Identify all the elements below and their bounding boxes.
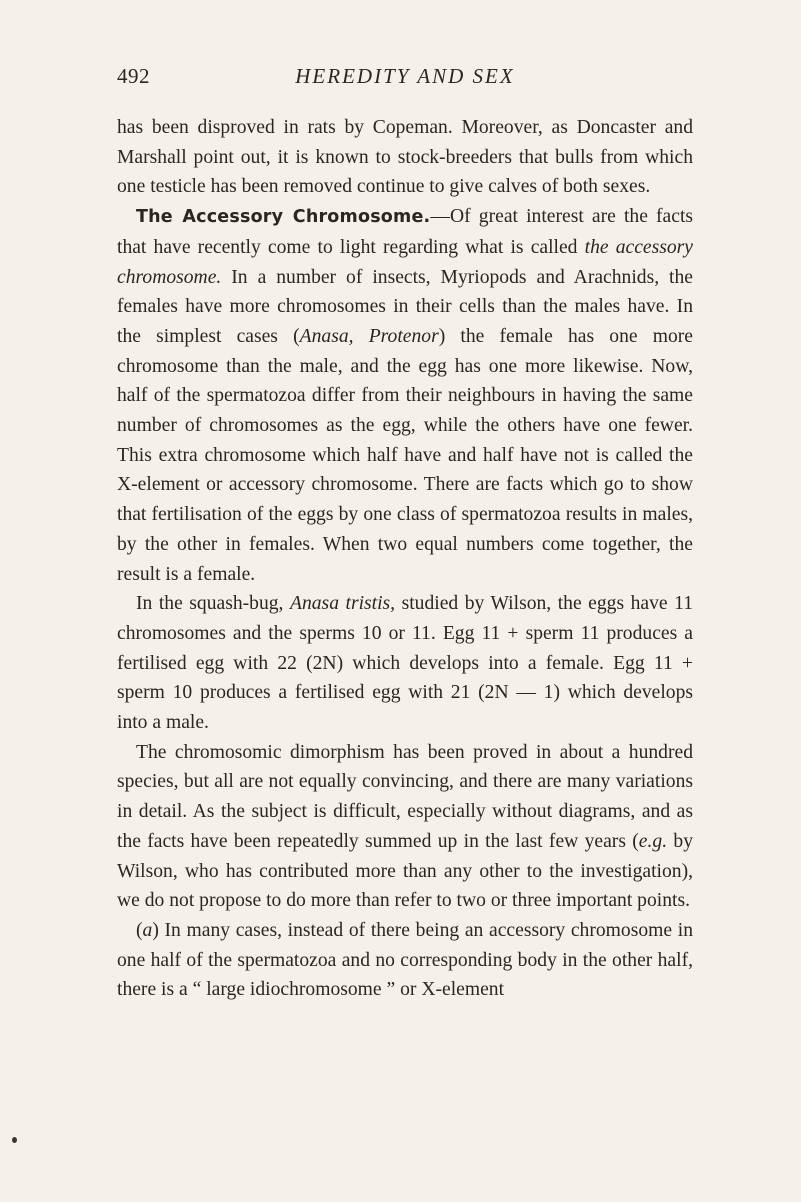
- paragraph-accessory-chromosome: [117, 202, 693, 589]
- paragraph-dimorphism: [117, 738, 693, 916]
- emphasis-eg: e.g.: [638, 830, 668, 852]
- paragraph-text: The chromosomic dimorphism has been proved in about a hundred species, but all are not equally convincing, and there are many variations in detail. As the subject is difficult, especially without diagrams, and as the facts have been repeatedly summed up in the last few years (: [117, 741, 693, 852]
- paragraph-text: (: [136, 919, 143, 941]
- emphasis-genera: Anasa, Protenor: [299, 325, 439, 347]
- running-title: HEREDITY AND SEX: [295, 64, 515, 88]
- running-head: [117, 64, 693, 96]
- paragraph-point-a: [117, 916, 693, 1005]
- paragraph-continuation: has been disproved in rats by Copeman. Moreover, as Doncaster and Marshall point out, it is known to stock-breeders that bulls from which one testicle has been removed continue to give calves of both sexes.: [117, 117, 693, 198]
- emphasis-letter: a: [142, 919, 153, 941]
- emphasis-term: the accessory chromosome.: [117, 236, 693, 288]
- margin-dot: [12, 1137, 17, 1143]
- paragraph-text: ) In many cases, instead of there being an accessory chromosome in one half of the spermatozoa and no corresponding body in the other half, there is a “ large idiochromosome ” or X-element: [117, 919, 693, 1001]
- section-heading: The Accessory Chromosome.: [136, 207, 431, 228]
- paragraph-text: In a number of insects, Myriopods and Arachnids, the females have more chromosomes in their cells than the males have. In the simplest cases (: [117, 266, 693, 347]
- emphasis-species: Anasa tristis,: [290, 593, 396, 615]
- paragraph-squash-bug: [117, 589, 693, 738]
- paragraph-text: studied by Wilson, the eggs have 11 chromosomes and the sperms 10 or 11. Egg 11 + sperm 11 produces a fertilised egg with 22 (2N) which develops into a female. Egg 11 + sperm 10 produces a fertilised egg with 21 (2N — 1) which develops into a male.: [117, 593, 693, 734]
- paragraph-text: —Of great interest are the facts that have recently come to light regarding what is called: [117, 206, 694, 258]
- page-number: 492: [117, 64, 150, 88]
- body-text: [117, 113, 693, 1005]
- paragraph-text: ) the female has one more chromosome than the male, and the egg has one more likewise. Now, half of the spermatozoa differ from their neighbours in having the same number of chromosomes as the egg, while the others have one fewer. This extra chromosome which half have and half have not is called the X-element or accessory chromosome. There are facts which go to show that fertilisation of the eggs by one class of spermatozoa results in males, by the other in females. When two equal numbers come together, the result is a female.: [117, 325, 693, 585]
- paragraph-text: In the squash-bug,: [136, 593, 290, 615]
- paragraph-text: by Wilson, who has contributed more than any other to the investigation), we do not propose to do more than refer to two or three important points.: [117, 830, 693, 912]
